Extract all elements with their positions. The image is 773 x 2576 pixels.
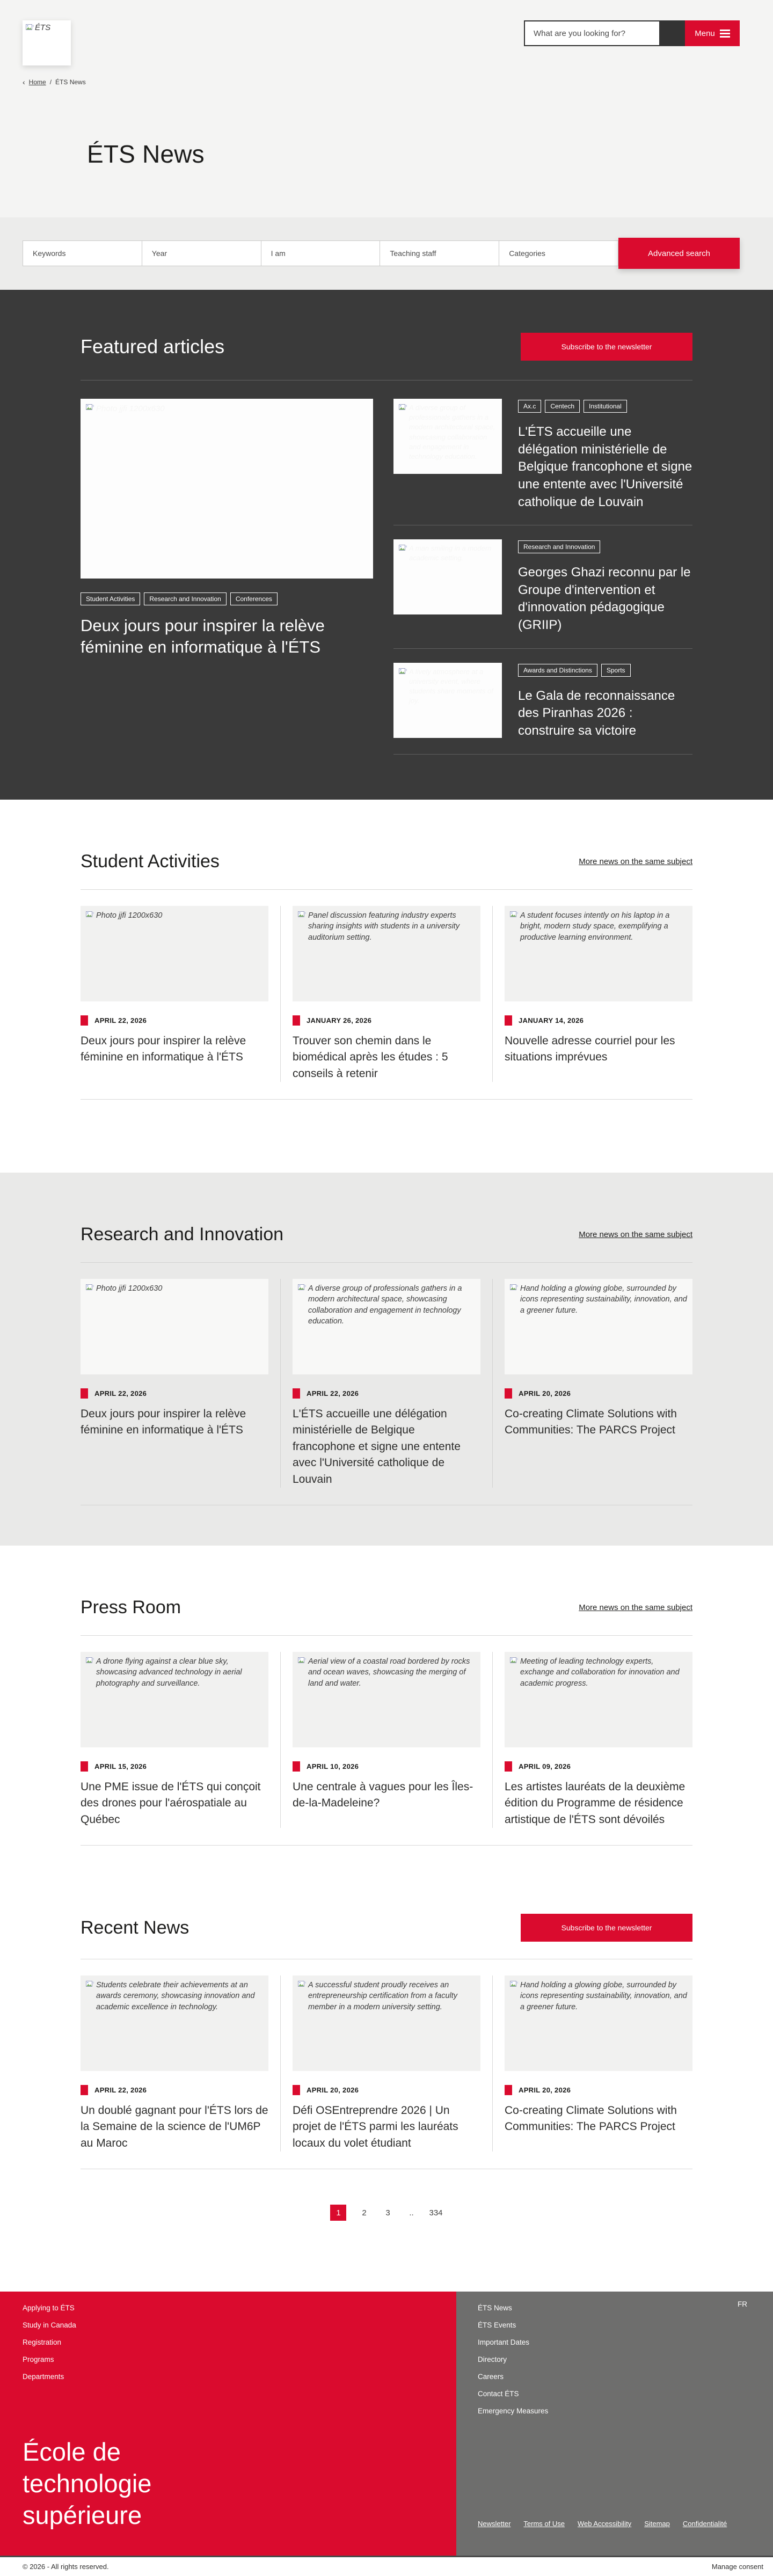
broken-image-icon: [298, 1981, 306, 1990]
image-alt-text: Aerial view of a coastal road bordered by rocks and ocean waves, showcasing the merging of land and water.: [308, 1657, 470, 1688]
tag-badge[interactable]: Awards and Distinctions: [518, 664, 597, 677]
pagination-page-last[interactable]: 334: [429, 2208, 443, 2218]
section-press-room: [0, 1546, 773, 1862]
article-title[interactable]: Trouver son chemin dans le biomédical après les études : 5 conseils à retenir: [293, 1035, 448, 1080]
tag-badge[interactable]: Institutional: [584, 400, 627, 413]
article-image[interactable]: [505, 1975, 692, 2071]
broken-image-icon: [298, 1657, 306, 1667]
i-am-select[interactable]: I am: [261, 240, 381, 266]
tag-badge[interactable]: Ax.c: [518, 400, 541, 413]
breadcrumb-current: ÉTS News: [55, 78, 86, 86]
more-news-link[interactable]: More news on the same subject: [579, 1230, 692, 1239]
news-card[interactable]: [280, 906, 492, 1082]
article-image[interactable]: [81, 399, 373, 579]
section-heading: Research and Innovation: [81, 1224, 284, 1245]
article-date: APRIL 10, 2026: [307, 1762, 359, 1770]
article-title[interactable]: Nouvelle adresse courriel pour les situations imprévues: [505, 1035, 675, 1064]
section-research-innovation: [0, 1173, 773, 1546]
article-image[interactable]: [293, 1279, 480, 1374]
more-news-link[interactable]: More news on the same subject: [579, 857, 692, 866]
broken-image-icon: [86, 1657, 94, 1667]
date-marker-icon: [293, 1388, 300, 1399]
pagination-page-current[interactable]: 1: [330, 2205, 346, 2221]
broken-image-icon: [510, 1284, 518, 1294]
footer-primary-column: [0, 2292, 456, 2556]
image-alt-text: Photo jjfi 1200x630: [96, 911, 163, 920]
article-date: APRIL 22, 2026: [94, 2086, 147, 2094]
section-recent-news: [0, 1862, 773, 2292]
section-heading: Student Activities: [81, 851, 220, 872]
tag-badge[interactable]: Research and Innovation: [144, 592, 226, 605]
footer-link-sitemap[interactable]: Sitemap: [644, 2520, 670, 2528]
news-card[interactable]: [280, 1975, 492, 2151]
footer-link-programs[interactable]: Programs: [23, 2355, 54, 2363]
featured-side-article[interactable]: [393, 539, 692, 649]
pagination-page[interactable]: 3: [385, 2208, 390, 2218]
footer-link-directory[interactable]: Directory: [478, 2355, 507, 2363]
more-news-link[interactable]: More news on the same subject: [579, 1603, 692, 1612]
footer-link-study-canada[interactable]: Study in Canada: [23, 2321, 76, 2329]
date-marker-icon: [81, 2085, 88, 2095]
tag-badge[interactable]: Student Activities: [81, 592, 140, 605]
article-image[interactable]: [505, 1279, 692, 1374]
article-title[interactable]: Les artistes lauréats de la deuxième édition du Programme de résidence artistique de l'ÉTS sont dévoilés: [505, 1781, 686, 1826]
broken-image-icon: [510, 1981, 518, 1990]
broken-image-icon: [86, 1981, 94, 1990]
news-card[interactable]: [492, 1652, 692, 1828]
featured-section: [0, 290, 773, 800]
article-image[interactable]: [393, 539, 502, 614]
menu-button[interactable]: [685, 20, 740, 46]
date-marker-icon: [81, 1761, 88, 1772]
date-marker-icon: [505, 2085, 512, 2095]
broken-image-icon: [86, 1284, 94, 1294]
article-title[interactable]: Une PME issue de l'ÉTS qui conçoit des drones pour l'aérospatiale au Québec: [81, 1781, 261, 1826]
article-title[interactable]: Défi OSEntreprendre 2026 | Un projet de l'ÉTS parmi les lauréats locaux du volet étudiant: [293, 2104, 458, 2149]
language-toggle[interactable]: FR: [738, 2300, 747, 2308]
footer-link-ets-events[interactable]: ÉTS Events: [478, 2321, 516, 2329]
article-title[interactable]: Deux jours pour inspirer la relève féminine en informatique à l'ÉTS: [81, 1408, 246, 1437]
date-marker-icon: [505, 1015, 512, 1026]
date-marker-icon: [505, 1761, 512, 1772]
article-title[interactable]: L'ÉTS accueille une délégation ministérielle de Belgique francophone et signe une entente avec l'Université catholique de Louvain: [518, 425, 692, 509]
article-title[interactable]: L'ÉTS accueille une délégation ministérielle de Belgique francophone et signe une entente avec l'Université catholique de Louvain: [293, 1408, 461, 1485]
tag-badge[interactable]: Centech: [545, 400, 580, 413]
article-title[interactable]: Co-creating Climate Solutions with Communities: The PARCS Project: [505, 2104, 677, 2133]
image-alt-text: A drone flying against a clear blue sky, showcasing advanced technology in aerial photography and surveillance.: [96, 1657, 242, 1688]
featured-heading: Featured articles: [81, 335, 225, 357]
logo-alt-text: ÉTS: [35, 23, 51, 32]
news-card[interactable]: [81, 1279, 280, 1488]
teaching-staff-select[interactable]: Teaching staff: [380, 240, 499, 266]
article-title[interactable]: Deux jours pour inspirer la relève féminine en informatique à l'ÉTS: [81, 616, 325, 657]
article-image[interactable]: [393, 663, 502, 738]
broken-image-icon: [510, 911, 518, 921]
article-date: APRIL 09, 2026: [519, 1762, 571, 1770]
article-date: JANUARY 26, 2026: [307, 1016, 372, 1024]
subscribe-newsletter-button[interactable]: Subscribe to the newsletter: [521, 333, 692, 361]
news-card[interactable]: [81, 906, 280, 1082]
broken-image-icon: [399, 404, 407, 414]
article-date: APRIL 22, 2026: [94, 1389, 147, 1397]
footer-link-contact[interactable]: Contact ÉTS: [478, 2390, 519, 2398]
article-image[interactable]: [393, 399, 502, 474]
broken-image-icon: [298, 911, 306, 921]
image-alt-text: Hand holding a glowing globe, surrounded by icons representing sustainability, innovation, and a greener future.: [520, 1981, 687, 2011]
date-marker-icon: [293, 1015, 300, 1026]
copyright-bar: [0, 2557, 773, 2576]
article-title[interactable]: Co-creating Climate Solutions with Communities: The PARCS Project: [505, 1408, 677, 1437]
breadcrumb: [23, 78, 740, 86]
article-image[interactable]: [505, 1652, 692, 1747]
image-alt-text: Photo jjfi 1200x630: [96, 404, 165, 413]
ets-logo[interactable]: [23, 20, 71, 65]
footer-link-ets-news[interactable]: ÉTS News: [478, 2304, 512, 2312]
article-date: JANUARY 14, 2026: [519, 1016, 584, 1024]
date-marker-icon: [293, 2085, 300, 2095]
featured-main-article[interactable]: [81, 399, 373, 769]
chevron-left-icon: ‹: [23, 78, 25, 86]
footer-link-important-dates[interactable]: Important Dates: [478, 2338, 530, 2346]
section-heading: Recent News: [81, 1917, 189, 1938]
footer: [0, 2292, 773, 2557]
news-card[interactable]: [81, 1975, 280, 2151]
manage-consent-link[interactable]: Manage consent: [711, 2563, 763, 2571]
broken-image-icon: [399, 668, 407, 678]
article-image[interactable]: [81, 1652, 268, 1747]
filter-bar: [23, 240, 740, 269]
image-alt-text: Students celebrate their achievements at an awards ceremony, showcasing innovation and academic excellence in technology.: [96, 1981, 255, 2011]
divider: [81, 889, 692, 890]
footer-link-applying[interactable]: Applying to ÉTS: [23, 2304, 75, 2312]
pagination-ellipsis: ..: [409, 2208, 414, 2218]
footer-link-confidentiality[interactable]: Confidentialité: [682, 2520, 727, 2528]
section-heading: Press Room: [81, 1597, 181, 1618]
page-header: [0, 0, 773, 217]
search-input[interactable]: [524, 20, 659, 46]
footer-link-emergency[interactable]: Emergency Measures: [478, 2407, 549, 2415]
year-select[interactable]: Year: [142, 240, 261, 266]
article-title[interactable]: Un doublé gagnant pour l'ÉTS lors de la Semaine de la science de l'UM6P au Maroc: [81, 2104, 268, 2149]
footer-link-terms[interactable]: Terms of Use: [523, 2520, 565, 2528]
divider: [81, 1845, 692, 1846]
article-date: APRIL 20, 2026: [519, 1389, 571, 1397]
image-alt-text: Photo jjfi 1200x630: [96, 1284, 163, 1293]
article-date: APRIL 22, 2026: [94, 1016, 147, 1024]
article-date: APRIL 15, 2026: [94, 1762, 147, 1770]
tag-badge[interactable]: Conferences: [230, 592, 278, 605]
divider: [81, 1635, 692, 1636]
search-submit-button[interactable]: [659, 20, 685, 46]
news-card[interactable]: [81, 1652, 280, 1828]
article-image[interactable]: [81, 1975, 268, 2071]
broken-image-icon: [86, 404, 94, 414]
hamburger-icon: [720, 30, 730, 38]
article-title[interactable]: Georges Ghazi reconnu par le Groupe d'intervention et d'innovation pédagogique (GRIIP): [518, 565, 691, 632]
image-alt-text: Hand holding a glowing globe, surrounded by icons representing sustainability, innovation, and a greener future.: [520, 1284, 687, 1315]
header-bar: [23, 20, 740, 65]
news-card[interactable]: [280, 1279, 492, 1488]
article-date: APRIL 20, 2026: [307, 2086, 359, 2094]
article-image[interactable]: [293, 906, 480, 1001]
section-student-activities: [0, 800, 773, 1173]
breadcrumb-separator: /: [49, 78, 52, 86]
footer-link-departments[interactable]: Departments: [23, 2373, 64, 2381]
image-alt-text: A lively atmosphere at a university event, where students share moments of joy.: [409, 667, 493, 705]
image-alt-text: A man smiling in a modern academic setting.: [409, 544, 492, 562]
article-date: APRIL 20, 2026: [519, 2086, 571, 2094]
article-image[interactable]: [81, 906, 268, 1001]
date-marker-icon: [81, 1388, 88, 1399]
news-card[interactable]: [492, 1975, 692, 2151]
header-search: [524, 20, 740, 46]
footer-link-careers[interactable]: Careers: [478, 2373, 504, 2381]
footer-legal-links: [478, 2520, 727, 2528]
school-name: École de technologie supérieure: [23, 2438, 152, 2530]
tag-badge[interactable]: Research and Innovation: [518, 540, 600, 553]
keywords-input[interactable]: Keywords: [23, 240, 142, 266]
article-title[interactable]: Une centrale à vagues pour les Îles-de-la-Madeleine?: [293, 1781, 473, 1810]
image-alt-text: Meeting of leading technology experts, exchange and collaboration for innovation and academic progress.: [520, 1657, 680, 1688]
image-alt-text: Panel discussion featuring industry experts sharing insights with students in a university auditorium setting.: [308, 911, 460, 942]
news-card[interactable]: [280, 1652, 492, 1828]
footer-secondary-column: [456, 2292, 773, 2556]
image-alt-text: A diverse group of professionals gathers in a modern architectural space, showcasing collaboration and engagement in technology education.: [308, 1284, 462, 1326]
image-alt-text: A successful student proudly receives an entrepreneurship certification from a faculty member in a modern university setting.: [308, 1981, 458, 2011]
categories-select[interactable]: Categories: [499, 240, 618, 266]
broken-image-icon: [399, 545, 407, 554]
breadcrumb-home-link[interactable]: Home: [28, 78, 46, 86]
image-alt-text: A diverse group of professionals gathers in a modern architectural space, showcasing collaboration and engagement in technology education.: [409, 404, 495, 460]
divider: [81, 1099, 692, 1100]
article-title[interactable]: Le Gala de reconnaissance des Piranhas 2026 : construire sa victoire: [518, 688, 675, 738]
article-image[interactable]: [81, 1279, 268, 1374]
broken-image-icon: [510, 1657, 518, 1667]
featured-side-article[interactable]: [393, 399, 692, 525]
footer-link-accessibility[interactable]: Web Accessibility: [578, 2520, 632, 2528]
image-alt-text: A student focuses intently on his laptop in a bright, modern study space, exemplifying a productive learning environment.: [520, 911, 670, 942]
date-marker-icon: [293, 1761, 300, 1772]
pagination: [81, 2205, 692, 2221]
featured-side-article[interactable]: [393, 663, 692, 755]
copyright-text: © 2026 - All rights reserved.: [23, 2563, 109, 2571]
article-image[interactable]: [293, 1652, 480, 1747]
subscribe-newsletter-button[interactable]: Subscribe to the newsletter: [521, 1914, 692, 1942]
menu-label: Menu: [695, 28, 715, 38]
footer-link-registration[interactable]: Registration: [23, 2338, 62, 2346]
footer-link-newsletter[interactable]: Newsletter: [478, 2520, 511, 2528]
article-title[interactable]: Deux jours pour inspirer la relève féminine en informatique à l'ÉTS: [81, 1035, 246, 1064]
tag-badge[interactable]: Sports: [601, 664, 631, 677]
news-filters: [0, 217, 773, 290]
date-marker-icon: [81, 1015, 88, 1026]
news-card[interactable]: [492, 1279, 692, 1488]
news-card[interactable]: [492, 906, 692, 1082]
advanced-search-button[interactable]: Advanced search: [618, 238, 740, 269]
date-marker-icon: [505, 1388, 512, 1399]
pagination-page[interactable]: 2: [362, 2208, 367, 2218]
article-image[interactable]: [505, 906, 692, 1001]
broken-image-icon: [86, 911, 94, 921]
broken-image-icon: [298, 1284, 306, 1294]
article-image[interactable]: [293, 1975, 480, 2071]
page-title: ÉTS News: [87, 140, 205, 168]
divider: [81, 1262, 692, 1263]
broken-image-icon: [26, 24, 34, 34]
article-date: APRIL 22, 2026: [307, 1389, 359, 1397]
